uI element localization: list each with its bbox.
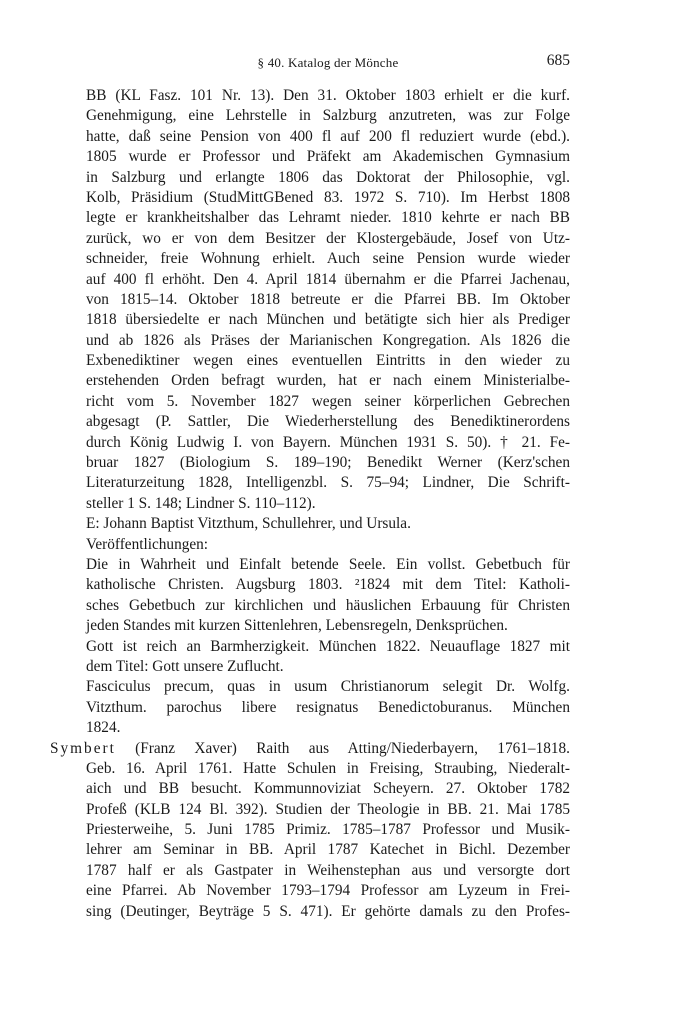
entry-name: Symbert — [50, 739, 116, 757]
running-head: § 40. Katalog der Mönche — [257, 55, 399, 70]
entry-heading-rest: (Franz Xaver) Raith aus Atting/Niederbayern, 1761–1818. — [115, 739, 570, 757]
page-number: 685 — [546, 52, 570, 69]
text-line: BB (KL Fasz. 101 Nr. 13). Den 31. Oktober 1803 erhielt er die kurf. — [86, 87, 570, 104]
text-line: zurück, wo er von dem Besitzer der Klostergebäude, Josef von Utz- — [86, 229, 570, 247]
text-line: von 1815–14. Oktober 1818 betreute er die Pfarrei BB. Im Oktober — [86, 290, 570, 308]
text-line: dem Titel: Gott unsere Zuflucht. — [86, 657, 284, 675]
text-line: Literaturzeitung 1828, Intelligenzbl. S. 75–94; Lindner, Die Schrift- — [86, 474, 570, 492]
text-line: Veröffentlichungen: — [86, 535, 209, 553]
text-line: Kolb, Präsidium (StudMittGBened 83. 1972 S. 710). Im Herbst 1808 — [86, 188, 570, 206]
text-line: und ab 1826 als Präses der Marianischen Kongregation. Als 1826 die — [86, 331, 570, 349]
text-line: Genehmigung, eine Lehrstelle in Salzburg anzutreten, was zur Folge — [86, 107, 570, 125]
text-line: jeden Standes mit kurzen Sittenlehren, Lebensregeln, Denksprüchen. — [86, 617, 508, 635]
body-text — [50, 86, 570, 922]
text-line: Fasciculus precum, quas in usum Christianorum selegit Dr. Wolfg. — [86, 678, 570, 696]
text-line: Vitzthum. parochus libere resignatus Benedictoburanus. München — [86, 698, 570, 716]
text-line: hatte, daß seine Pension von 400 fl auf 200 fl reduziert wurde (ebd.). — [86, 127, 570, 145]
entry-heading-line — [50, 739, 570, 759]
text-line: abgesagt (P. Sattler, Die Wiederherstellung des Benediktinerordens — [86, 413, 570, 431]
text-line: schneider, freie Wohnung erhielt. Auch seine Pension wurde wieder — [86, 250, 570, 268]
text-line: Priesterweihe, 5. Juni 1785 Primiz. 1785–1787 Professor und Musik- — [86, 821, 570, 839]
text-line: richt vom 5. November 1827 wegen seiner körperlichen Gebrechen — [86, 392, 570, 410]
text-line: 1818 übersiedelte er nach München und betätigte sich hier als Prediger — [86, 311, 570, 329]
text-line: Exbenediktiner wegen eines eventuellen Eintritts in den wieder zu — [86, 352, 570, 370]
text-line: bruar 1827 (Biologium S. 189–190; Benedikt Werner (Kerz'schen — [86, 454, 570, 472]
text-line: E: Johann Baptist Vitzthum, Schullehrer, und Ursula. — [86, 515, 411, 533]
text-line: lehrer am Seminar in BB. April 1787 Katechet in Bichl. Dezember — [86, 841, 570, 859]
text-line: durch König Ludwig I. von Bayern. München 1931 S. 50). † 21. Fe- — [86, 433, 570, 451]
text-line: sing (Deutinger, Beyträge 5 S. 471). Er gehörte damals zu den Profes- — [86, 902, 570, 920]
text-line: steller 1 S. 148; Lindner S. 110–112). — [86, 494, 316, 512]
text-line: 1805 wurde er Professor und Präfekt am Akademischen Gymnasium — [86, 148, 570, 166]
text-line: aich und BB besucht. Kommunnoviziat Scheyern. 27. Oktober 1782 — [86, 780, 570, 798]
page-header — [86, 52, 570, 74]
text-line: 1824. — [86, 719, 121, 737]
text-line: Gott ist reich an Barmherzigkeit. München 1822. Neuauflage 1827 mit — [86, 637, 570, 655]
text-line: legte er krankheitshalber das Lehramt nieder. 1810 kehrte er nach BB — [86, 209, 570, 227]
text-line: auf 400 fl erhöht. Den 4. April 1814 übernahm er die Pfarrei Jachenau, — [86, 270, 570, 288]
text-line: erstehenden Orden befragt wurden, hat er nach einem Ministerialbe- — [86, 372, 570, 390]
text-line: 1787 half er als Gastpater in Weihenstephan aus und versorgte dort — [86, 861, 570, 879]
text-line: Geb. 16. April 1761. Hatte Schulen in Freising, Straubing, Niederalt- — [86, 759, 570, 777]
text-line: eine Pfarrei. Ab November 1793–1794 Professor am Lyzeum in Frei- — [86, 882, 570, 900]
text-line: sches Gebetbuch zur kirchlichen und häuslichen Erbauung für Christen — [86, 596, 570, 614]
text-line: in Salzburg und erlangte 1806 das Doktorat der Philosophie, vgl. — [86, 168, 570, 186]
text-line: Die in Wahrheit und Einfalt betende Seele. Ein vollst. Gebetbuch für — [86, 555, 570, 573]
text-line: katholische Christen. Augsburg 1803. ²1824 mit dem Titel: Katholi- — [86, 576, 570, 594]
text-line: Profeß (KLB 124 Bl. 392). Studien der Theologie in BB. 21. Mai 1785 — [86, 800, 570, 818]
